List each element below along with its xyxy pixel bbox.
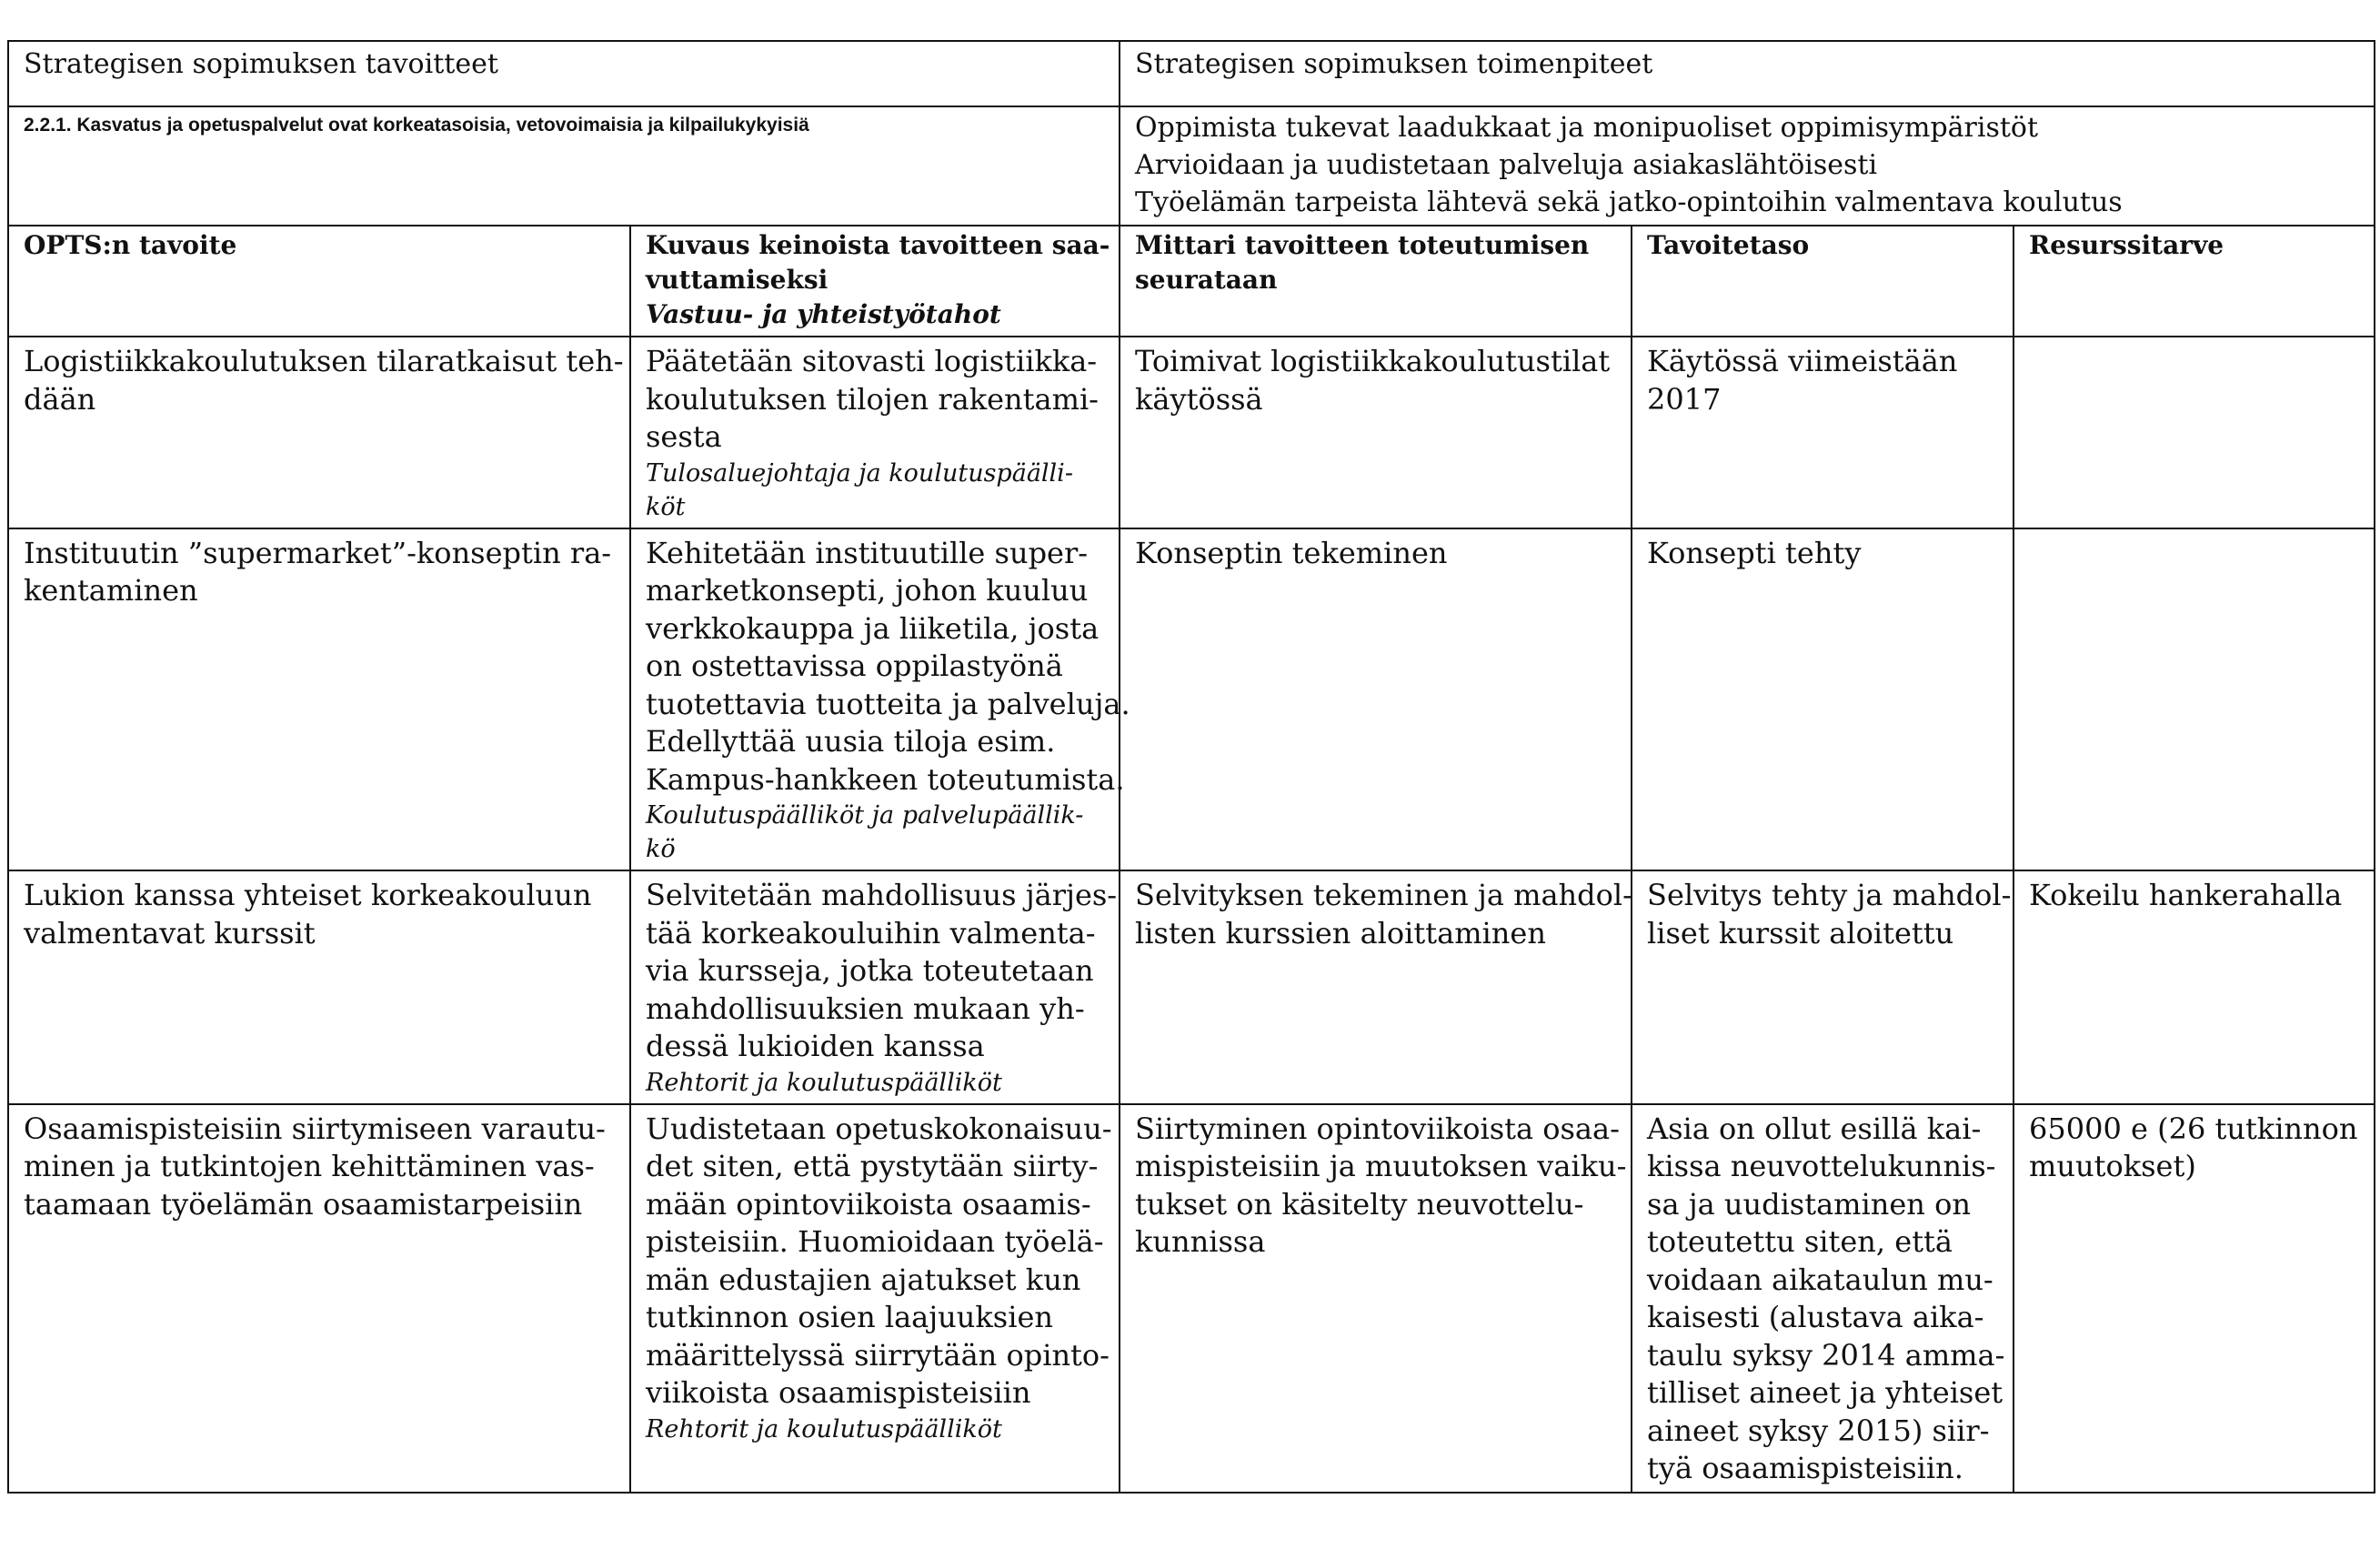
target-line: tyä osaamispisteisiin. <box>1647 1451 1963 1485</box>
target-line: Käytössä viimeistään <box>1647 344 1958 378</box>
measure-cell <box>1120 870 1632 1104</box>
means-cell <box>630 870 1120 1104</box>
means-line: Kampus-hankkeen toteutumista. <box>646 761 1125 797</box>
target-line: Konsepti tehty <box>1647 535 1862 570</box>
means-line: tää korkeakouluihin valmenta- <box>646 915 1096 950</box>
resource-line: 65000 e (26 tutkinnon <box>2029 1111 2358 1146</box>
measure-line: Selvityksen tekeminen ja mahdol- <box>1135 878 1632 912</box>
goal-line: taamaan työelämän osaamistarpeisiin <box>24 1186 583 1222</box>
target-line: taulu syksy 2014 amma- <box>1647 1337 2005 1373</box>
means-cell <box>630 1104 1120 1493</box>
actions-header: Strategisen sopimuksen toimenpiteet <box>1120 41 2375 106</box>
target-cell <box>1632 870 2013 1104</box>
means-line: mään opintoviikoista osaamis- <box>646 1186 1091 1222</box>
measure-line: Siirtyminen opintoviikoista osaa- <box>1135 1111 1620 1146</box>
goal-measure: Oppimista tukevat laadukkaat ja monipuoliset oppimisympäristöt <box>1135 112 2039 144</box>
measure-cell <box>1120 1104 1632 1493</box>
target-line: 2017 <box>1647 381 1722 417</box>
target-line: Selvitys tehty ja mahdol- <box>1647 878 2012 912</box>
means-line: koulutuksen tilojen rakentami- <box>646 381 1099 417</box>
measure-line: tukset on käsitelty neuvottelu- <box>1135 1186 1584 1222</box>
table-row <box>8 528 2375 871</box>
means-line: det siten, että pystytään siirty- <box>646 1149 1099 1183</box>
goal-line: Osaamispisteisiin siirtymiseen varautu- <box>24 1111 606 1146</box>
target-line: kissa neuvottelukunnis- <box>1647 1149 1996 1183</box>
means-cell <box>630 528 1130 871</box>
resource-line: Kokeilu hankerahalla <box>2029 878 2343 912</box>
goal-measure: Työelämän tarpeista lähtevä sekä jatko-opintoihin valmentava koulutus <box>1135 186 2123 218</box>
col-header-means <box>630 226 1120 337</box>
means-line: via kursseja, jotka toteutetaan <box>646 953 1094 988</box>
means-line: Kehitetään instituutille super- <box>646 535 1089 570</box>
col-header-line: Tavoitetaso <box>1647 230 1810 260</box>
goal-row <box>8 106 2375 226</box>
col-header-line: Kuvaus keinoista tavoitteen saa- <box>646 230 1110 260</box>
means-line: Selvitetään mahdollisuus järjes- <box>646 878 1118 912</box>
target-cell <box>1632 1104 2013 1493</box>
target-line: Asia on ollut esillä kai- <box>1647 1111 1982 1146</box>
column-header-row <box>8 226 2375 337</box>
measure-line: listen kurssien aloittaminen <box>1135 915 1546 950</box>
goals-header: Strategisen sopimuksen tavoitteet <box>8 41 1120 106</box>
means-line: Uudistetaan opetuskokonaisuu- <box>646 1111 1112 1146</box>
means-line: Edellyttää uusia tiloja esim. <box>646 724 1056 759</box>
resource-cell <box>2013 337 2375 528</box>
goal-cell <box>8 528 630 871</box>
measure-line: mispisteisiin ja muutoksen vaiku- <box>1135 1149 1627 1183</box>
document-page <box>7 40 2374 1494</box>
means-line: tuotettavia tuotteita ja palveluja. <box>646 686 1130 721</box>
responsible-line: Rehtorit ja koulutuspäälliköt <box>646 1068 1002 1097</box>
responsible-line: Rehtorit ja koulutuspäälliköt <box>646 1414 1002 1443</box>
goal-line: valmentavat kurssit <box>24 915 316 950</box>
target-line: toteutettu siten, että <box>1647 1224 1953 1259</box>
header-row <box>8 41 2375 106</box>
resource-line: muutokset) <box>2029 1149 2196 1183</box>
col-header-goal <box>8 226 630 337</box>
target-line: kaisesti (alustava aika- <box>1647 1300 1984 1334</box>
col-header-target <box>1632 226 2013 337</box>
col-header-line: vuttamiseksi <box>646 265 828 295</box>
goal-line: dään <box>24 381 96 417</box>
means-line: marketkonsepti, johon kuuluu <box>646 573 1089 608</box>
goal-line: Logistiikkakoulutuksen tilaratkaisut teh- <box>24 344 624 378</box>
col-header-resource <box>2013 226 2375 337</box>
responsible-line: Tulosaluejohtaja ja koulutuspäälli- <box>646 458 1073 488</box>
goal-line: kentaminen <box>24 573 198 608</box>
means-cell <box>630 337 1120 528</box>
target-cell <box>1632 337 2013 528</box>
means-line: on ostettavissa oppilastyönä <box>646 649 1063 683</box>
target-line: sa ja uudistaminen on <box>1647 1186 1971 1222</box>
means-line: määrittelyssä siirrytään opinto- <box>646 1337 1110 1373</box>
goal-measure: Arvioidaan ja uudistetaan palveluja asiakaslähtöisesti <box>1135 149 1878 181</box>
goal-cell <box>8 1104 630 1493</box>
resource-cell <box>2013 528 2375 871</box>
means-line: mahdollisuuksien mukaan yh- <box>646 991 1085 1026</box>
resource-cell <box>2013 1104 2375 1493</box>
means-line: verkkokauppa ja liiketila, josta <box>646 610 1100 646</box>
strategy-table <box>7 40 2375 1494</box>
target-line: aineet syksy 2015) siir- <box>1647 1413 1990 1448</box>
means-line: män edustajien ajatukset kun <box>646 1262 1081 1297</box>
table-row <box>8 870 2375 1104</box>
responsible-line: kö <box>646 835 676 863</box>
measure-line: Konseptin tekeminen <box>1135 535 1448 570</box>
means-line: sesta <box>646 419 722 454</box>
resource-cell <box>2013 870 2375 1104</box>
means-line: Päätetään sitovasti logistiikka- <box>646 344 1098 378</box>
goal-cell: 2.2.1. Kasvatus ja opetuspalvelut ovat korkeatasoisia, vetovoimaisia ja kilpailukykyisiä <box>8 106 1120 226</box>
col-header-line: Mittari tavoitteen toteutumisen <box>1135 230 1590 260</box>
measure-line: Toimivat logistiikkakoulutustilat <box>1135 344 1611 378</box>
measure-cell <box>1120 528 1632 871</box>
responsible-line: Koulutuspäälliköt ja palvelupäällik- <box>646 801 1084 830</box>
means-line: dessä lukioiden kanssa <box>646 1029 985 1063</box>
responsible-line: köt <box>646 492 686 521</box>
goal-line: minen ja tutkintojen kehittäminen vas- <box>24 1149 595 1183</box>
col-header-responsible: Vastuu- ja yhteistyötahot <box>646 299 1001 329</box>
col-header-measure <box>1120 226 1632 337</box>
col-header-line: OPTS:n tavoite <box>24 230 237 260</box>
means-line: pisteisiin. Huomioidaan työelä- <box>646 1224 1104 1259</box>
goal-cell <box>8 870 630 1104</box>
target-cell <box>1632 528 2013 871</box>
measure-line: käytössä <box>1135 381 1263 417</box>
target-line: liset kurssit aloitettu <box>1647 915 1954 950</box>
col-header-line: Resurssitarve <box>2029 230 2224 260</box>
target-line: voidaan aikataulun mu- <box>1647 1262 1993 1297</box>
col-header-line: seurataan <box>1135 265 1278 295</box>
means-line: tutkinnon osien laajuuksien <box>646 1300 1053 1334</box>
target-line: tilliset aineet ja yhteiset <box>1647 1375 2003 1410</box>
table-row <box>8 1104 2375 1493</box>
goal-line: Instituutin ”supermarket”-konseptin ra- <box>24 535 612 570</box>
goal-cell <box>8 337 630 528</box>
measure-cell <box>1120 337 1632 528</box>
goal-line: Lukion kanssa yhteiset korkeakouluun <box>24 878 592 912</box>
goal-measures-cell <box>1120 106 2375 226</box>
means-line: viikoista osaamispisteisiin <box>646 1375 1031 1410</box>
table-row <box>8 337 2375 528</box>
measure-line: kunnissa <box>1135 1224 1266 1259</box>
